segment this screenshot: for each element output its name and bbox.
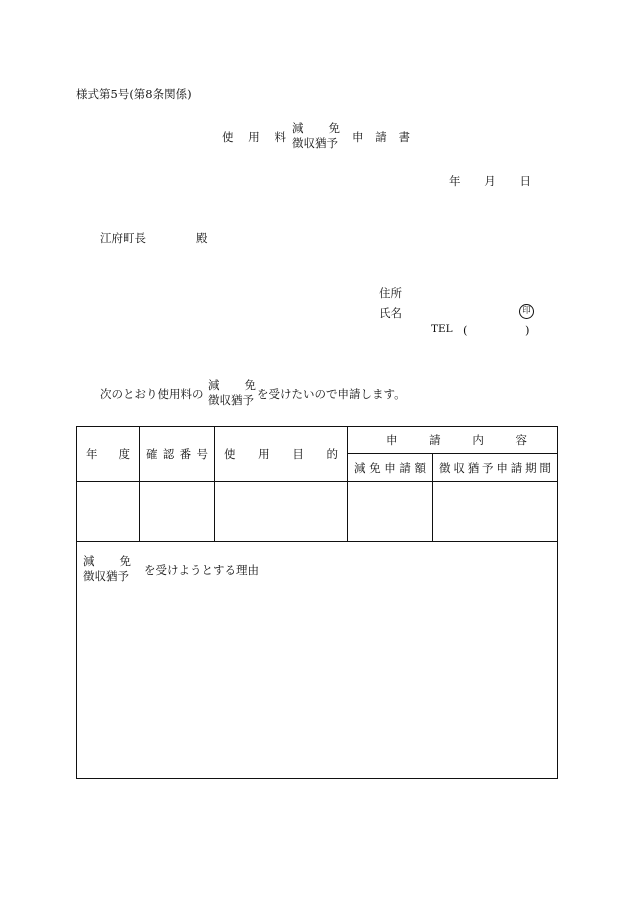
- statement-prefix: 次のとおり使用料の: [100, 387, 204, 401]
- application-table: [76, 426, 558, 779]
- deferral-period-entry-cell[interactable]: [433, 482, 558, 542]
- title-char: 書: [398, 130, 410, 144]
- reason-reduction-row: 減 免: [83, 554, 131, 568]
- statement-reduction-row: 減 免: [208, 378, 256, 392]
- header-usage-purpose: 使 用 目 的: [215, 427, 348, 482]
- title-deferral-row: 徴収猶予: [292, 136, 338, 150]
- fiscal-year-entry-cell[interactable]: [77, 482, 140, 542]
- reason-stacked-options: [83, 554, 131, 584]
- reduction-amount-entry-cell[interactable]: [348, 482, 433, 542]
- tel-paren-open: (: [463, 323, 468, 337]
- title-stacked-options: [292, 121, 340, 151]
- title-reduction-row: 減 免: [292, 121, 340, 135]
- title-char: 用: [248, 130, 260, 144]
- header-reduction-amount: 減 免 申 請 額: [348, 454, 433, 482]
- statement-suffix: を受けたいので申請します。: [257, 387, 406, 401]
- date-line: [449, 173, 531, 189]
- title-char: 申: [352, 130, 364, 144]
- address-label: 住所: [379, 286, 402, 300]
- tel-label: TEL: [431, 323, 453, 335]
- addressee-honorific: 殿: [196, 231, 208, 245]
- reason-deferral-row: 徴収猶予: [83, 569, 129, 583]
- title-usage-fee: [222, 129, 286, 145]
- header-deferral-period: 徴 収 猶 予 申 請 期 間: [433, 454, 558, 482]
- title-char: 使: [222, 130, 234, 144]
- seal-mark: 印: [519, 304, 534, 319]
- name-label: 氏名: [379, 306, 402, 320]
- statement-stacked-options: [208, 378, 256, 408]
- header-confirmation-number: 確 認 番 号: [140, 427, 215, 482]
- addressee-name: 江府町長: [100, 231, 146, 245]
- header-application-content: 申 請 内 容: [348, 427, 558, 454]
- title-char: 請: [375, 130, 387, 144]
- reason-label: を受けようとする理由: [144, 563, 259, 577]
- date-year-label: 年: [449, 174, 461, 188]
- reason-cell[interactable]: [77, 542, 558, 779]
- title-char: 料: [274, 130, 286, 144]
- usage-purpose-entry-cell[interactable]: [215, 482, 348, 542]
- confirmation-number-entry-cell[interactable]: [140, 482, 215, 542]
- tel-paren-close: ): [525, 323, 530, 337]
- date-day-label: 日: [519, 174, 531, 188]
- title-suffix: [352, 129, 410, 145]
- form-number: 様式第5号(第8条関係): [76, 87, 192, 101]
- statement-deferral-row: 徴収猶予: [208, 393, 254, 407]
- date-month-label: 月: [484, 174, 496, 188]
- header-fiscal-year: 年 度: [77, 427, 140, 482]
